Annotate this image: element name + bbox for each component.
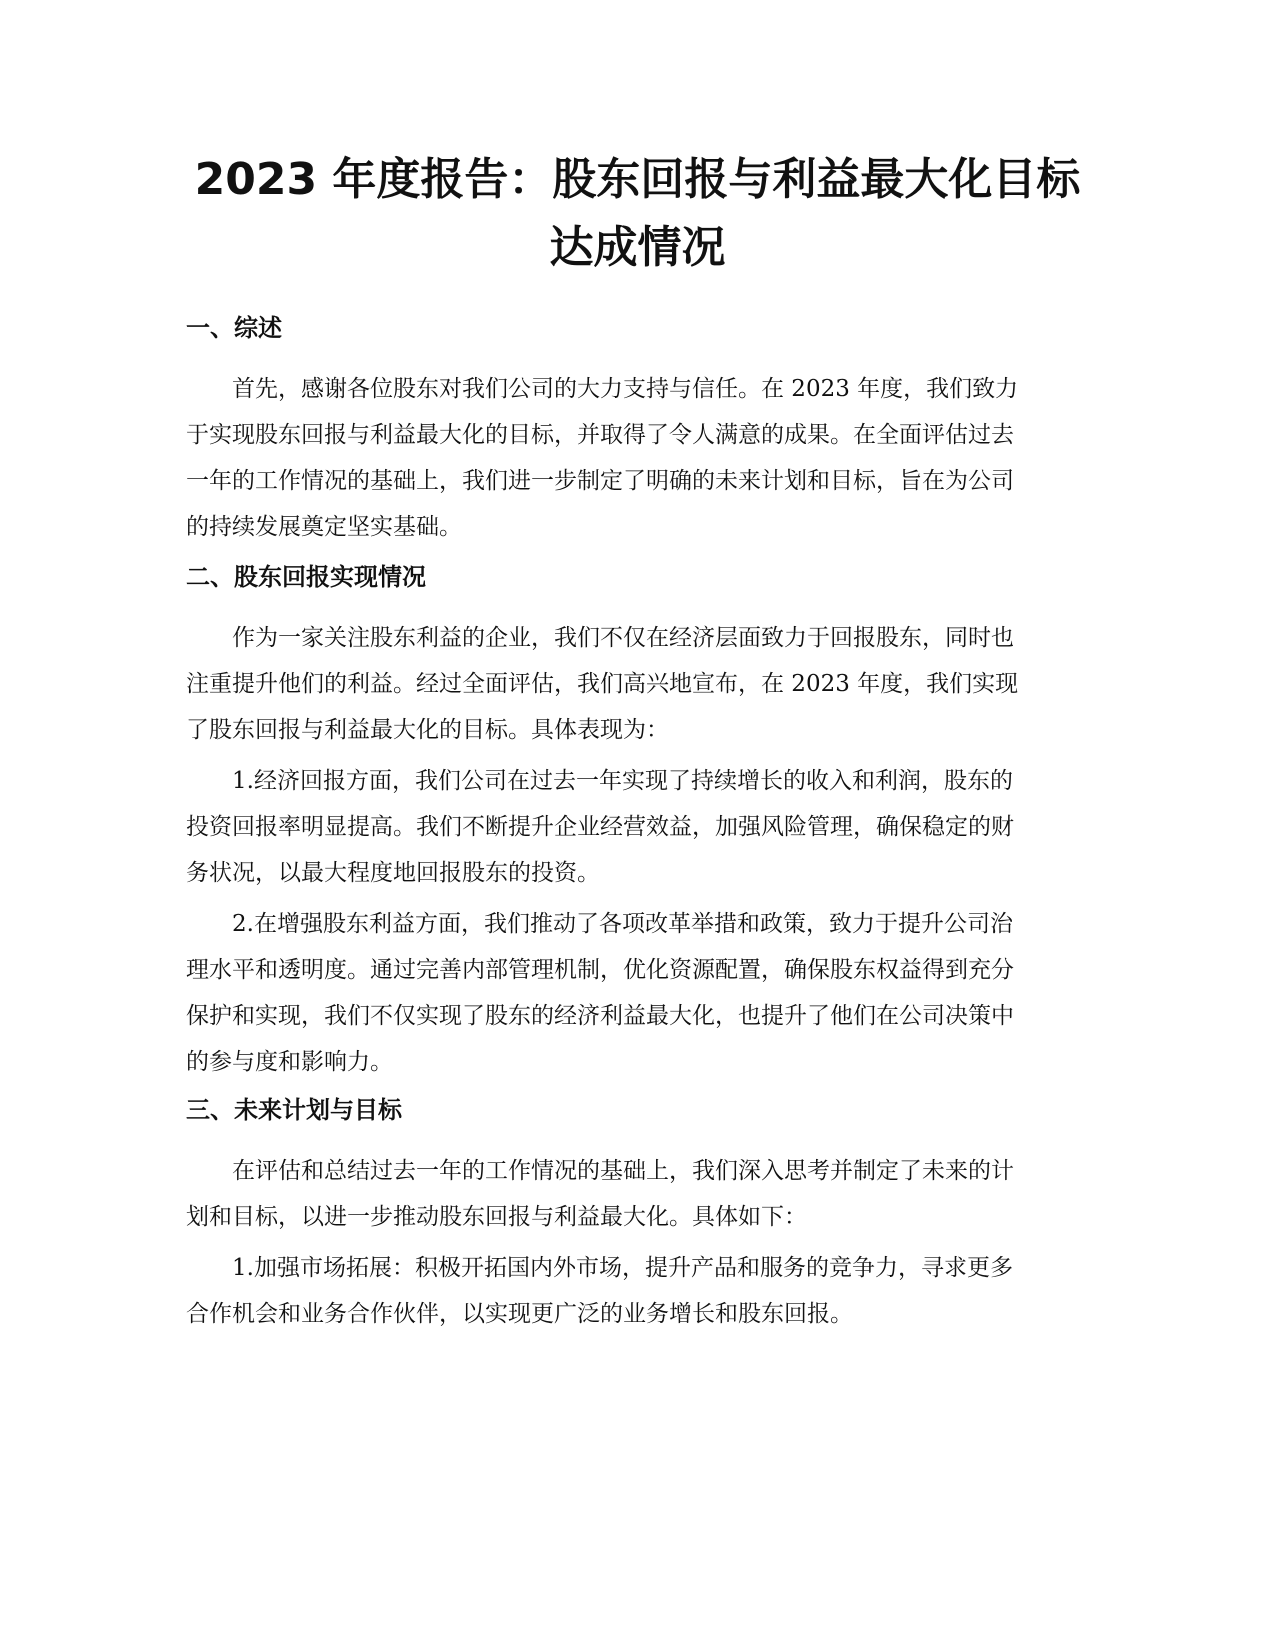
paragraph-line: 首先，感谢各位股东对我们公司的大力支持与信任。在 2023 年度，我们致力 bbox=[232, 376, 1019, 402]
paragraph-overview bbox=[186, 366, 1086, 550]
paragraph-future-plans-intro bbox=[186, 1148, 1086, 1240]
paragraph-line: 1.经济回报方面，我们公司在过去一年实现了持续增长的收入和利润，股东的 bbox=[232, 768, 1013, 794]
paragraph-line: 1.加强市场拓展：积极开拓国内外市场，提升产品和服务的竞争力，寻求更多 bbox=[232, 1255, 1013, 1281]
paragraph-line: 注重提升他们的利益。经过全面评估，我们高兴地宣布，在 2023 年度，我们实现 bbox=[186, 671, 1019, 697]
document-title-line-1: 2023 年度报告：股东回报与利益最大化目标 bbox=[194, 154, 1081, 205]
section-heading-future-plans: 三、未来计划与目标 bbox=[186, 1096, 402, 1124]
document-title-line-2: 达成情况 bbox=[549, 222, 726, 273]
paragraph-line: 于实现股东回报与利益最大化的目标，并取得了令人满意的成果。在全面评估过去 bbox=[186, 422, 1014, 448]
paragraph-line: 的持续发展奠定坚实基础。 bbox=[186, 514, 462, 540]
paragraph-market-expansion bbox=[186, 1245, 1086, 1337]
paragraph-line: 合作机会和业务合作伙伴，以实现更广泛的业务增长和股东回报。 bbox=[186, 1301, 853, 1327]
section-heading-shareholder-returns: 二、股东回报实现情况 bbox=[186, 563, 426, 591]
paragraph-line: 保护和实现，我们不仅实现了股东的经济利益最大化，也提升了他们在公司决策中 bbox=[186, 1003, 1014, 1029]
section-heading-overview: 一、综述 bbox=[186, 314, 282, 342]
paragraph-line: 一年的工作情况的基础上，我们进一步制定了明确的未来计划和目标，旨在为公司 bbox=[186, 468, 1014, 494]
paragraph-line: 投资回报率明显提高。我们不断提升企业经营效益，加强风险管理，确保稳定的财 bbox=[186, 814, 1014, 840]
paragraph-shareholder-returns-intro bbox=[186, 615, 1086, 753]
paragraph-line: 的参与度和影响力。 bbox=[186, 1049, 393, 1075]
paragraph-line: 务状况，以最大程度地回报股东的投资。 bbox=[186, 860, 600, 886]
paragraph-economic-returns bbox=[186, 758, 1086, 896]
paragraph-line: 划和目标，以进一步推动股东回报与利益最大化。具体如下： bbox=[186, 1204, 807, 1230]
paragraph-line: 2.在增强股东利益方面，我们推动了各项改革举措和政策，致力于提升公司治 bbox=[232, 911, 1013, 937]
paragraph-line: 在评估和总结过去一年的工作情况的基础上，我们深入思考并制定了未来的计 bbox=[232, 1158, 1014, 1184]
paragraph-line: 作为一家关注股东利益的企业，我们不仅在经济层面致力于回报股东，同时也 bbox=[232, 625, 1014, 651]
paragraph-line: 理水平和透明度。通过完善内部管理机制，优化资源配置，确保股东权益得到充分 bbox=[186, 957, 1014, 983]
paragraph-line: 了股东回报与利益最大化的目标。具体表现为： bbox=[186, 717, 669, 743]
paragraph-shareholder-interests bbox=[186, 901, 1086, 1085]
